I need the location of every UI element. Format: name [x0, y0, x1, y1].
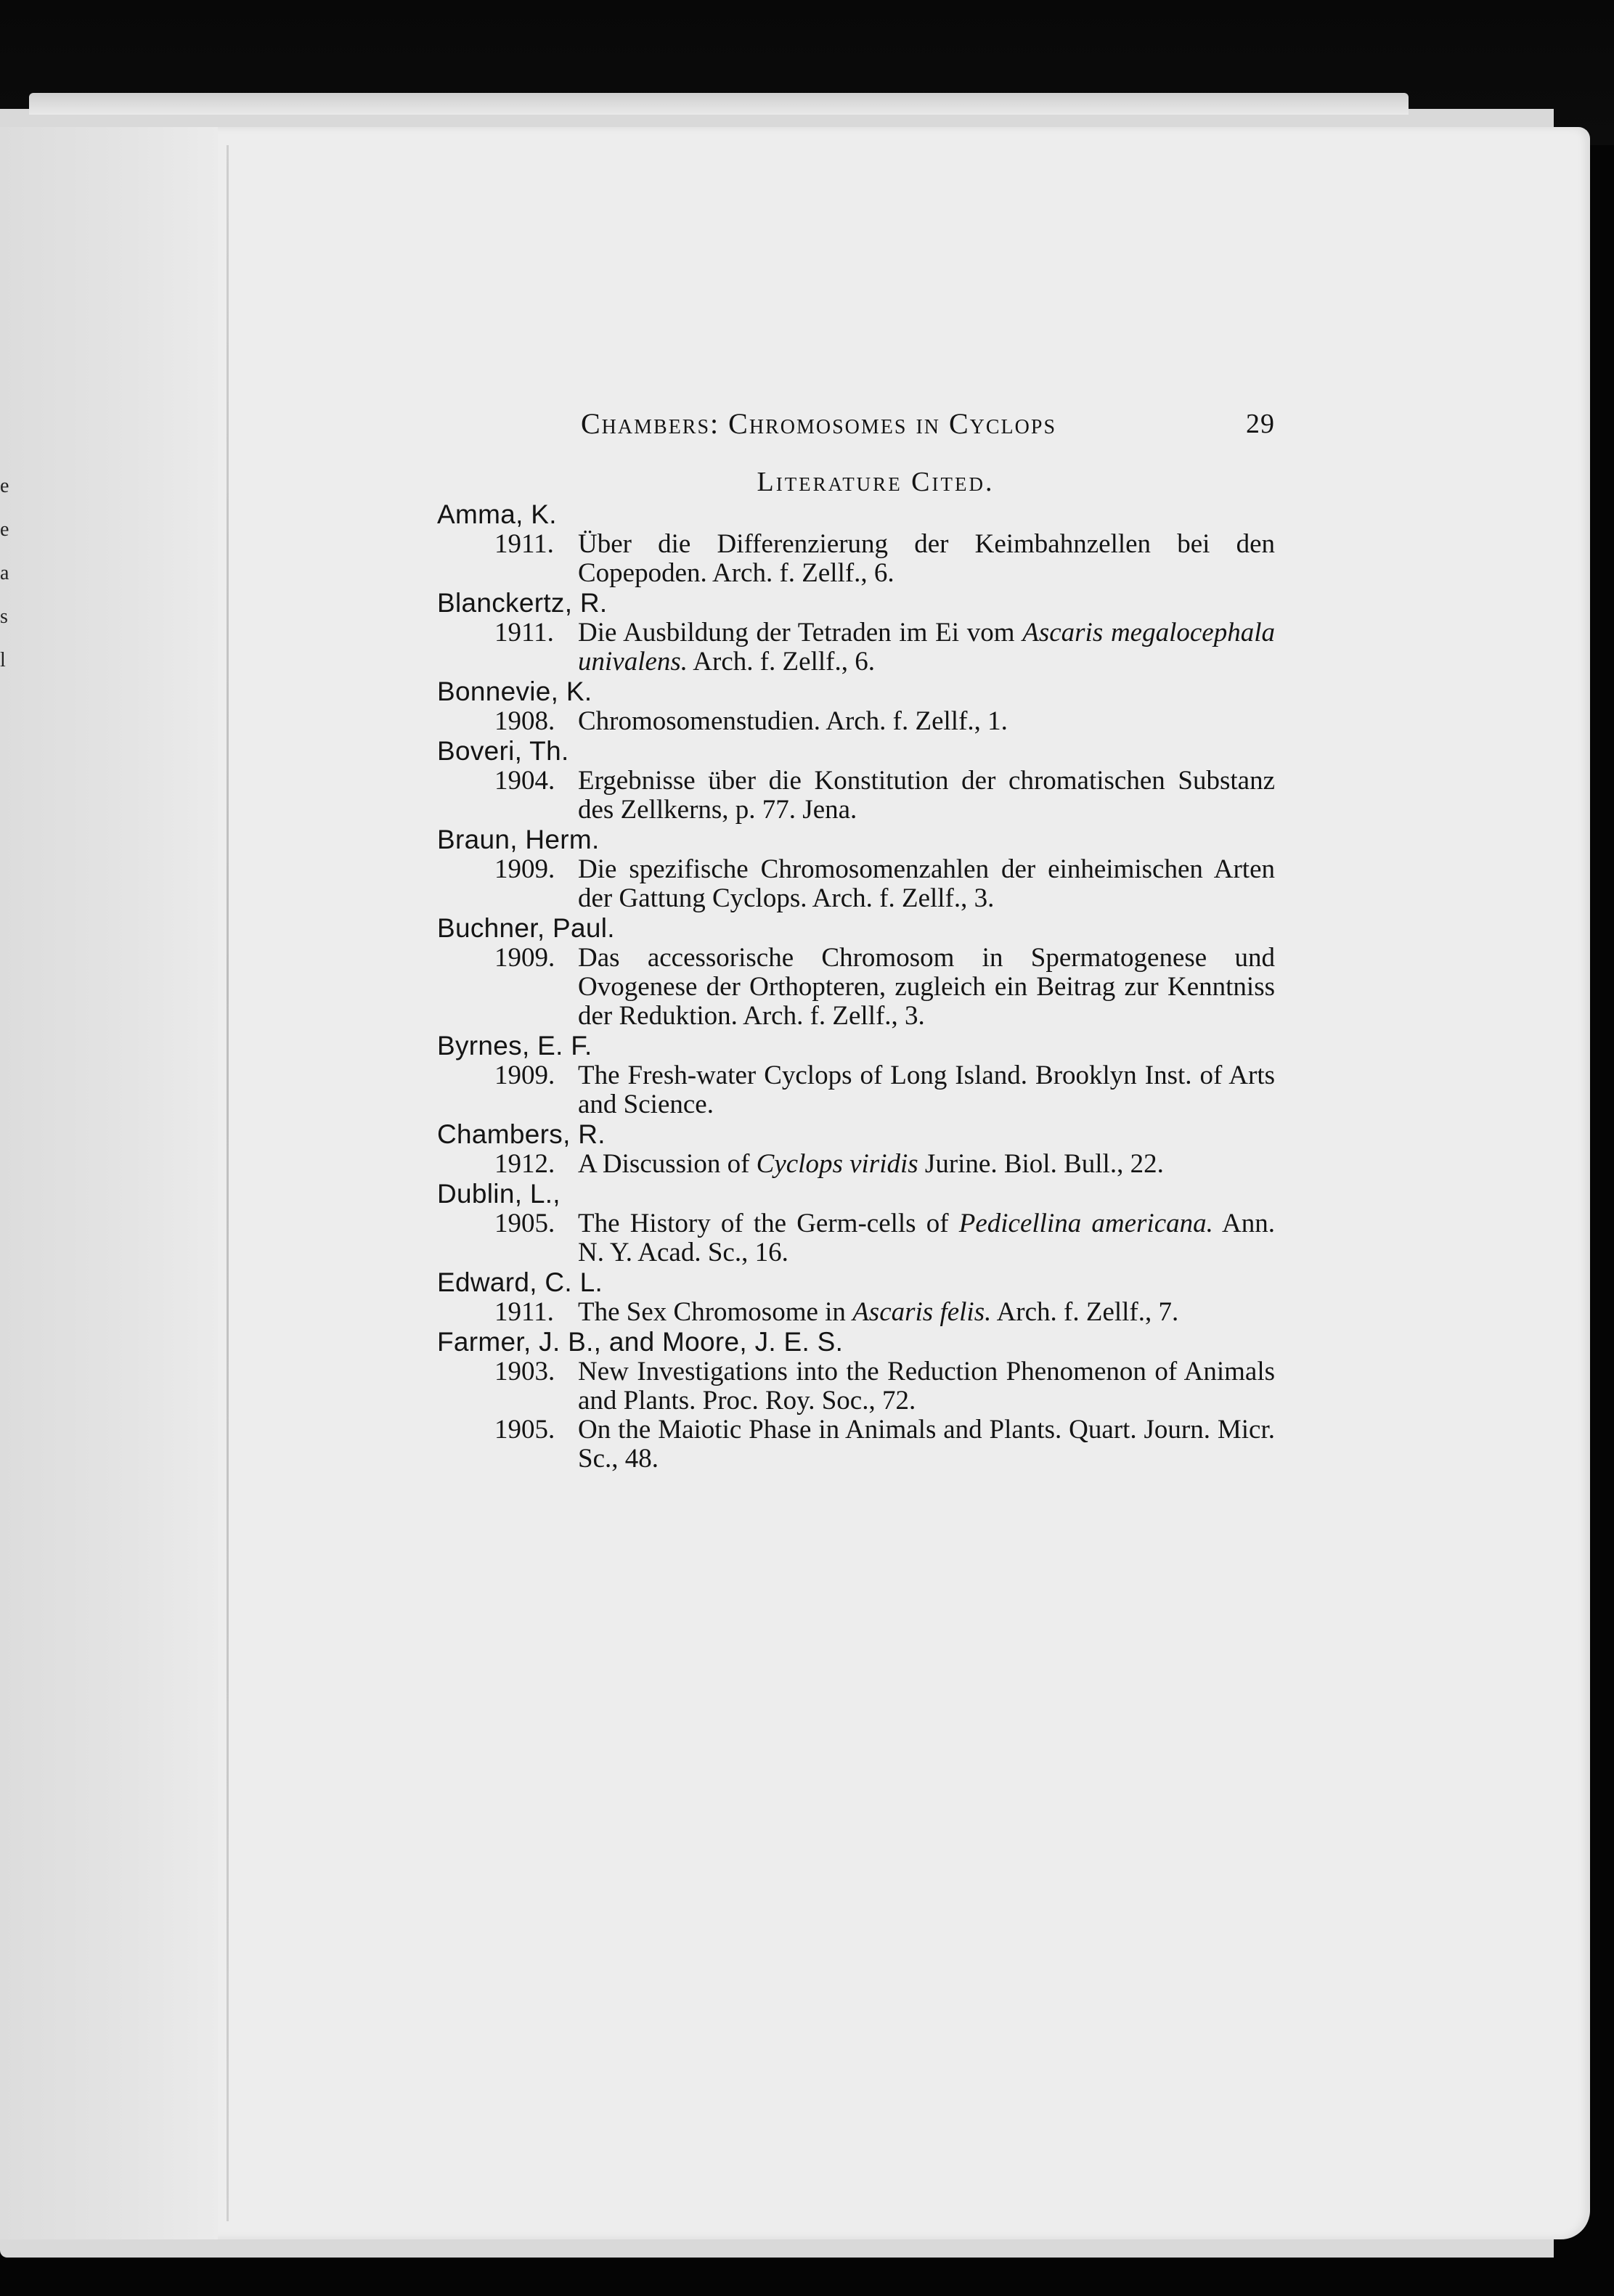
reference-author: Buchner, Paul. [437, 913, 615, 943]
reference-work [433, 1415, 1275, 1474]
reference-work [433, 855, 1275, 913]
citation-text: Ann. N. Y. Acad. Sc., 16. [578, 1209, 1275, 1267]
citation-text: Über die Differenzierung der Keimbahnzellen bei den Copepoden. Arch. f. Zellf., 6. [578, 529, 1275, 588]
left-edge-glyph: l [0, 649, 6, 671]
reference-year: 1909. [494, 943, 555, 973]
reference-author: Blanckertz, R. [437, 588, 608, 618]
page-number: 29 [1246, 409, 1275, 439]
reference-work [433, 1298, 1275, 1327]
reference-year: 1905. [494, 1415, 555, 1445]
left-edge-glyph: s [0, 605, 8, 628]
citation-text: New Investigations into the Reduction Phenomenon of Animals and Plants. Proc. Roy. Soc., 72. [578, 1357, 1275, 1415]
reference-work [433, 767, 1275, 825]
citation-italic-text: Cyclops viridis [756, 1149, 918, 1179]
page-edge-strip [29, 93, 1409, 115]
reference-author: Bonnevie, K. [437, 677, 592, 706]
running-head-title: Chambers: Chromosomes in Cyclops [581, 407, 1057, 440]
citation-italic-text: Pedicellina americana. [958, 1209, 1213, 1238]
citation-text: Das accessorische Chromosom in Spermatogenese und Ovogenese der Orthopteren, zugleich ein Beitrag zur Kenntniss der Reduktion. Arch. f. Zellf., 3. [578, 943, 1275, 1031]
reference-author: Farmer, J. B., and Moore, J. E. S. [437, 1327, 844, 1357]
reference-citation [578, 944, 1275, 1031]
reference-year: 1911. [494, 618, 554, 647]
citation-text: Chromosomenstudien. Arch. f. Zellf., 1. [578, 706, 1008, 736]
reference-author: Edward, C. L. [437, 1267, 603, 1297]
reference-citation [578, 1061, 1275, 1119]
reference-work [433, 707, 1275, 736]
text-block [433, 407, 1275, 1474]
reference-year: 1909. [494, 1061, 555, 1090]
citation-italic-text: Ascaris megalocephala univalens. [578, 618, 1275, 677]
reference-author: Byrnes, E. F. [437, 1031, 592, 1061]
reference-citation [578, 855, 1275, 913]
reference-year: 1911. [494, 1297, 554, 1327]
citation-text: The Sex Chromosome in [578, 1297, 853, 1327]
reference-citation [578, 767, 1275, 825]
reference-citation [578, 1150, 1275, 1179]
reference-year: 1904. [494, 766, 555, 796]
reference-work [433, 1061, 1275, 1119]
reference-citation [578, 530, 1275, 588]
reference-author: Amma, K. [437, 499, 557, 529]
gutter-fold [227, 145, 229, 2221]
reference-work [433, 1357, 1275, 1415]
left-edge-glyph: a [0, 562, 9, 584]
reference-work [433, 944, 1275, 1031]
reference-year: 1911. [494, 529, 554, 559]
citation-text: Die spezifische Chromosomenzahlen der einheimischen Arten der Gattung Cyclops. Arch. f. Zellf., 3. [578, 854, 1275, 913]
reference-author: Boveri, Th. [437, 736, 569, 766]
reference-year: 1909. [494, 854, 555, 884]
reference-year: 1912. [494, 1149, 555, 1179]
reference-work [433, 1209, 1275, 1267]
citation-text: The History of the Germ-cells of [578, 1209, 959, 1238]
reference-citation [578, 1357, 1275, 1415]
citation-text: Arch. f. Zellf., 7. [991, 1297, 1179, 1327]
reference-author: Chambers, R. [437, 1119, 606, 1149]
reference-year: 1903. [494, 1357, 555, 1386]
citation-text: Ergebnisse über die Konstitution der chromatischen Substanz des Zellkerns, p. 77. Jena. [578, 766, 1275, 825]
reference-author: Dublin, L., [437, 1179, 561, 1209]
reference-author: Braun, Herm. [437, 825, 600, 854]
citation-text: Jurine. Biol. Bull., 22. [918, 1149, 1164, 1179]
citation-text: The Fresh-water Cyclops of Long Island. Brooklyn Inst. of Arts and Science. [578, 1061, 1275, 1119]
citation-text: Arch. f. Zellf., 6. [688, 647, 875, 677]
reference-work [433, 1150, 1275, 1179]
left-edge-glyphs [0, 465, 9, 682]
reference-list [433, 499, 1275, 1474]
reference-year: 1905. [494, 1209, 555, 1238]
citation-text: A Discussion of [578, 1149, 757, 1179]
section-title: Literature Cited. [757, 467, 995, 497]
left-edge-glyph: e [0, 475, 9, 497]
citation-text: On the Maiotic Phase in Animals and Plants. Quart. Journ. Micr. Sc., 48. [578, 1415, 1275, 1474]
reference-year: 1908. [494, 706, 555, 736]
reference-citation [578, 618, 1275, 677]
page-left-margin [0, 127, 218, 2239]
reference-work [433, 530, 1275, 588]
reference-work [433, 618, 1275, 677]
reference-citation [578, 1298, 1275, 1327]
reference-citation [578, 1415, 1275, 1474]
reference-citation [578, 1209, 1275, 1267]
left-edge-glyph: e [0, 518, 9, 541]
reference-citation [578, 707, 1275, 736]
citation-italic-text: Ascaris felis. [852, 1297, 992, 1327]
citation-text: Die Ausbildung der Tetraden im Ei vom [578, 618, 1023, 647]
running-head [433, 407, 1275, 450]
